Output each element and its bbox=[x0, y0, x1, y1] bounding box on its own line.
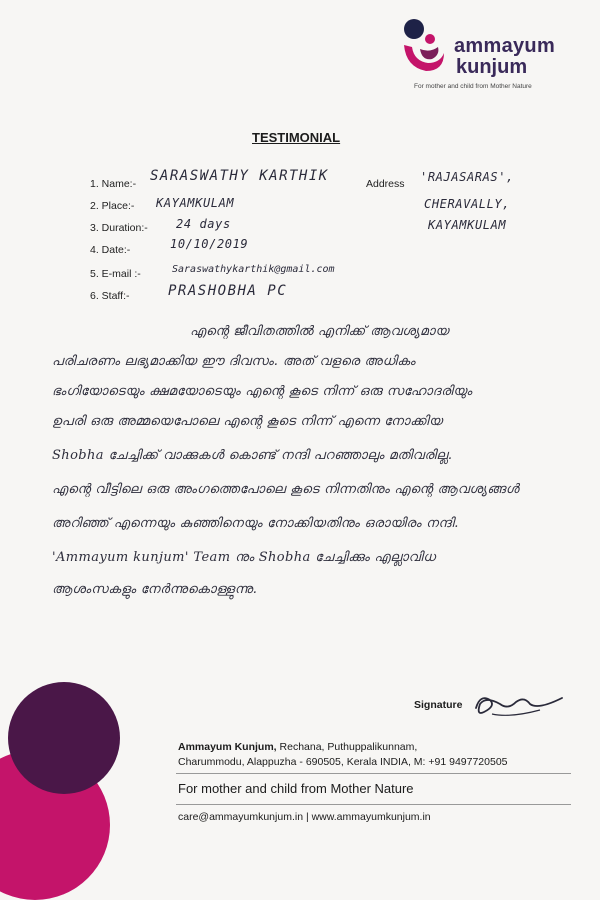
field-value-staff: PRASHOBHA PC bbox=[168, 283, 288, 299]
testimonial-line: പരിചരണം ലഭ്യമാക്കിയ ഈ ദിവസം. അത് വളരെ അധികം bbox=[52, 354, 416, 369]
testimonial-line: ഉപരി ഒരു അമ്മയെപോലെ എന്റെ കൂടെ നിന്ന് എന്നെ നോക്കിയ bbox=[52, 414, 443, 429]
field-value-date: 10/10/2019 bbox=[170, 237, 249, 251]
footer-address-line2: Charummodu, Alappuzha - 690505, Kerala INDIA, M: +91 9497720505 bbox=[178, 756, 508, 768]
field-value-duration: 24 days bbox=[176, 217, 231, 231]
field-label-place: 2. Place:- bbox=[90, 200, 135, 212]
testimonial-line: ആശംസകളും നേർന്നുകൊള്ളുന്നു. bbox=[52, 582, 258, 597]
testimonial-line: എന്റെ വീട്ടിലെ ഒരു അംഗത്തെപോലെ കൂടെ നിന്നതിനും എന്റെ ആവശ്യങ്ങൾ bbox=[52, 482, 520, 497]
field-value-name: SARASWATHY KARTHIK bbox=[150, 168, 329, 184]
testimonial-line: അറിഞ്ഞ് എന്നെയും കുഞ്ഞിനെയും നോക്കിയതിനും ഒരായിരം നന്ദി. bbox=[52, 516, 459, 531]
signature-label: Signature bbox=[414, 699, 463, 711]
footer-divider bbox=[176, 773, 571, 774]
footer-contact: care@ammayumkunjum.in | www.ammayumkunjum.in bbox=[178, 811, 431, 823]
brand-tagline: For mother and child from Mother Nature bbox=[414, 83, 532, 90]
address-label: Address bbox=[366, 178, 405, 190]
footer-tagline: For mother and child from Mother Nature bbox=[178, 781, 414, 796]
testimonial-line: ഭംഗിയോടെയും ക്ഷമയോടെയും എന്റെ കൂടെ നിന്ന് ഒരു സഹോദരിയും bbox=[52, 384, 473, 399]
footer-divider bbox=[176, 804, 571, 805]
field-value-email: Saraswathykarthik@gmail.com bbox=[172, 264, 335, 275]
field-label-email: 5. E-mail :- bbox=[90, 268, 141, 280]
brand-name-line2: kunjum bbox=[456, 56, 528, 78]
testimonial-line: 'Ammayum kunjum' Team നും Shobha ചേച്ചിക്കും എല്ലാവിധ bbox=[52, 550, 436, 565]
field-label-duration: 3. Duration:- bbox=[90, 222, 148, 234]
page-title: TESTIMONIAL bbox=[252, 130, 341, 145]
mother-child-logo-icon bbox=[400, 15, 448, 75]
field-label-date: 4. Date:- bbox=[90, 244, 131, 256]
address-line-1: 'RAJASARAS', bbox=[420, 170, 514, 184]
signature-mark bbox=[470, 690, 565, 720]
testimonial-line: എന്റെ ജീവിതത്തിൽ എനിക്ക് ആവശ്യമായ bbox=[190, 324, 449, 339]
field-label-staff: 6. Staff:- bbox=[90, 290, 130, 302]
address-line-3: KAYAMKULAM bbox=[428, 218, 507, 232]
field-label-name: 1. Name:- bbox=[90, 178, 137, 190]
testimonial-line: Shobha ചേച്ചിക്ക് വാക്കുകൾ കൊണ്ട് നന്ദി പറഞ്ഞാലും മതിവരില്ല. bbox=[52, 448, 453, 463]
brand-name-line1: ammayum bbox=[454, 35, 556, 57]
footer-address-line1 bbox=[178, 741, 417, 753]
footer-company-name: Ammayum Kunjum, bbox=[178, 741, 277, 753]
brand-logo bbox=[400, 15, 590, 95]
field-value-place: KAYAMKULAM bbox=[156, 196, 235, 210]
address-line-2: CHERAVALLY, bbox=[424, 197, 511, 211]
footer-decor-purple-circle bbox=[8, 682, 120, 794]
footer-address-part: Rechana, Puthuppalikunnam, bbox=[276, 741, 418, 753]
